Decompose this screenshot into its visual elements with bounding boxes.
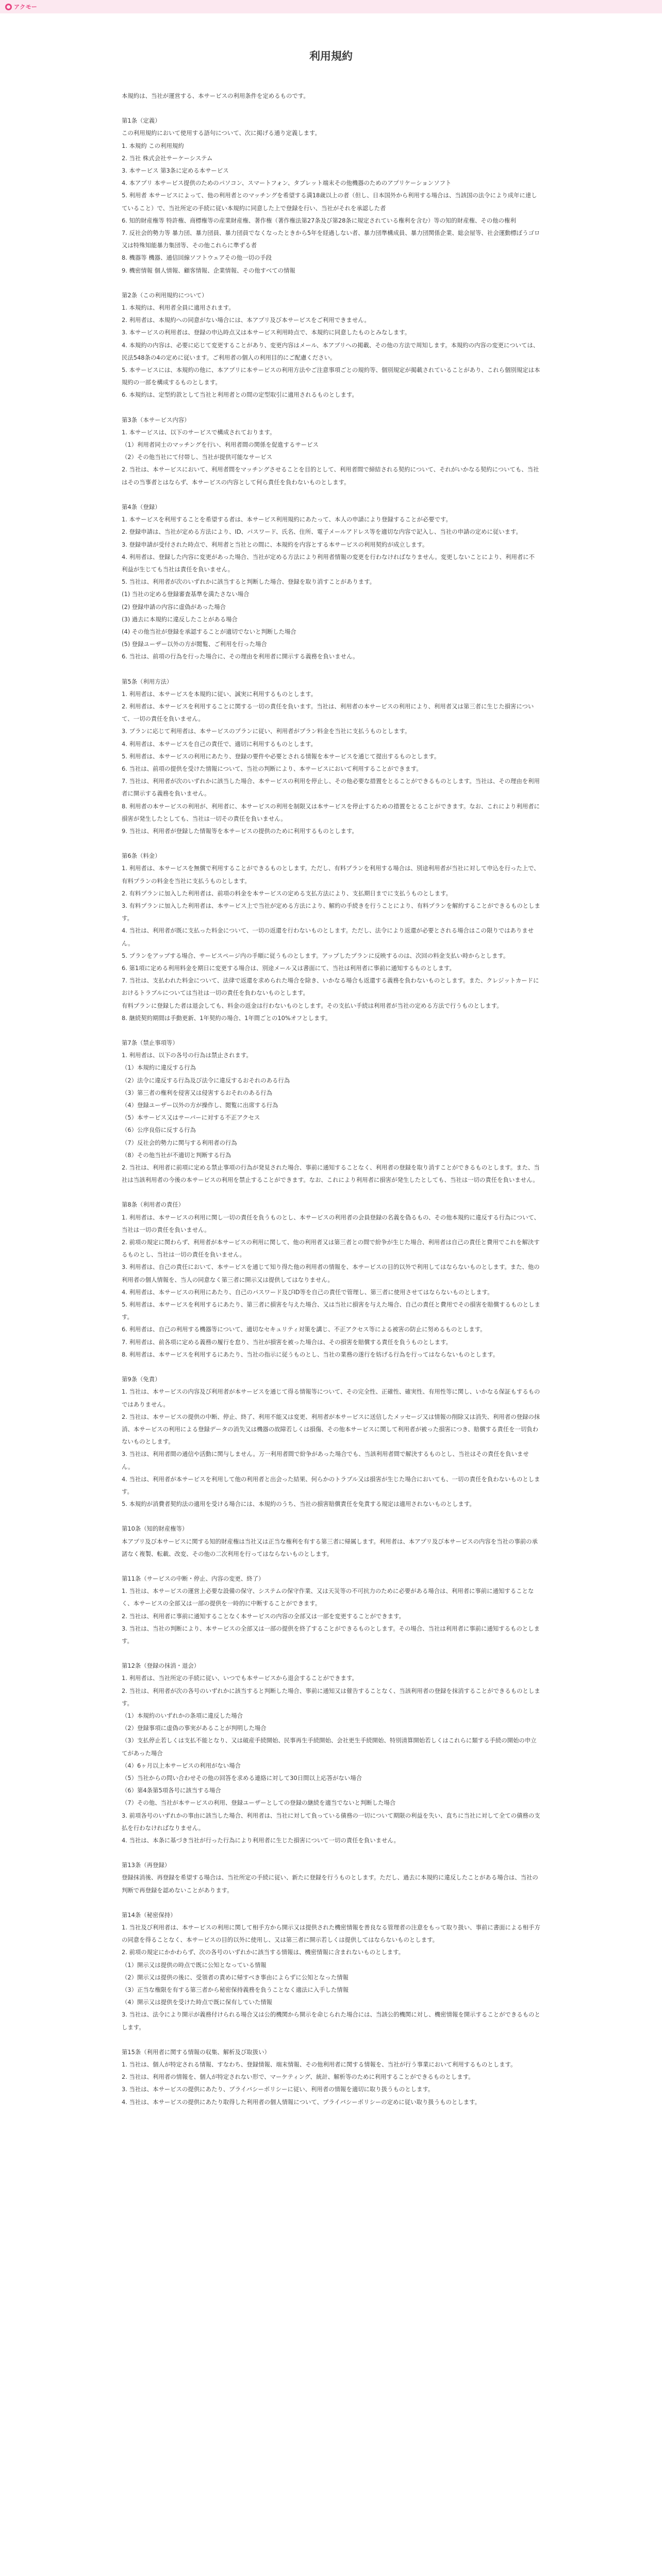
article-section xyxy=(122,2046,540,2108)
article-text: 1. 利用者は、当社所定の手続に従い、いつでも本サービスから退会することができます。 xyxy=(122,1674,358,1682)
article-text: 4. 本規約の内容は、必要に応じて変更することがあり、変更内容はメール、本アプリへの掲載、その他の方法で周知します。本規約の内容の変更については、民法548条の4の定めに従います。ご利用者の個人の利用目的にご配慮ください。 xyxy=(122,341,539,361)
article-section xyxy=(122,1859,540,1896)
article-text: （2）その他当社にて付帯し、当社が提供可能なサービス xyxy=(122,453,273,461)
article-text: （1）開示又は提供の時点で既に公知となっている情報 xyxy=(122,1961,267,1969)
article-section xyxy=(122,289,540,401)
article-text: 1. 利用者は、本サービスの利用に関し一切の責任を負うものとし、本サービスの利用者の会員登録の名義を偽るもの、その他本規約に違反する行為について、当社は一切の責任を負いません。 xyxy=(122,1213,540,1233)
article-text: 3. 当社は、法令により開示が義務付けられる場合又は公的機関から開示を命じられた場合には、当該公的機関に対し、機密情報を開示することができるものとします。 xyxy=(122,2011,540,2031)
section-gap xyxy=(122,663,540,675)
article-text: 2. 当社は、利用者の情報を、個人が特定されない形で、マーケティング、統計、解析等のために利用することができるものとします。 xyxy=(122,2073,474,2081)
article-text: 4. 利用者は、本サービスの利用にあたり、自己のパスワード及びID等を自己の責任で管理し、第三者に使用させてはならないものとします。 xyxy=(122,1288,493,1296)
article-heading: 第3条（本サービス内容） xyxy=(122,416,190,423)
article-text: （3）正当な権限を有する第三者から秘密保持義務を負うことなく適法に入手した情報 xyxy=(122,1986,349,1994)
article-text: （4）登録ユーザー以外の方が操作し、閲覧に出席する行為 xyxy=(122,1101,278,1109)
article-text: 9. 機密情報 個人情報、顧客情報、企業情報、その他すべての情報 xyxy=(122,266,295,274)
section-gap xyxy=(122,2108,540,2121)
article-text: 2. 前項の規定に関わらず、利用者が本サービスの利用に関して、他の利用者又は第三者との間で紛争が生じた場合、利用者は自己の責任と費用でこれを解決するものとし、当社は一切の責任を負いません。 xyxy=(122,1239,540,1259)
logo-icon[interactable] xyxy=(5,4,12,10)
article-text: 9. 当社は、利用者が登録した情報等を本サービスの提供のために利用するものとします。 xyxy=(122,827,358,835)
section-gap xyxy=(122,1846,540,1859)
section-gap xyxy=(122,401,540,414)
article-text: 5. 本サービスには、本規約の他に、本アプリに本サービスの利用方法やご注意事項ごとの規約等、個別規定が掲載されていることがあり、これら個別規定は本規約の一部を構成するものとします。 xyxy=(122,366,540,386)
article-text: （6）公序良俗に反する行為 xyxy=(122,1126,196,1134)
section-gap xyxy=(122,1361,540,1373)
article-heading: 第4条（登録） xyxy=(122,503,161,511)
section-gap xyxy=(122,837,540,850)
article-heading: 第5条（利用方法） xyxy=(122,677,173,685)
article-text: （3）支払停止若しくは支払不能となり、又は破産手続開始、民事再生手続開始、会社更生手続開始、特別清算開始若しくはこれらに類する手続の開始の申立てがあった場合 xyxy=(122,1737,537,1757)
article-text: 8. 利用者の本サービスの利用が、利用者に、本サービスの利用を制限又は本サービスを停止するための措置をとることができます。なお、これにより利用者に損害が発生したとしても、当社は一切その責任を負いません。 xyxy=(122,802,540,822)
article-section xyxy=(122,1572,540,1647)
article-heading: 第14条（秘密保持） xyxy=(122,1911,176,1919)
section-gap xyxy=(122,1186,540,1198)
article-text: 7. 利用者は、前各項に定める義務の履行を怠り、当社が損害を被った場合は、その損害を賠償する責任を負うものとします。 xyxy=(122,1338,452,1346)
article-text: 3. 当社は、利用者間の通信や活動に関与しません。万一利用者間で紛争があった場合でも、当該利用者間で解決するものとし、当社はその責任を負いません。 xyxy=(122,1450,529,1470)
article-section xyxy=(122,1909,540,2033)
article-text: 3. 当社は、当社の判断により、本サービスの全部又は一部の提供を終了することができるものとします。その場合、当社は利用者に事前に通知するものとします。 xyxy=(122,1624,540,1645)
article-text: 3. 登録申請が受付された時点で、利用者と当社との間に、本規約を内容とする本サービスの利用契約が成立します。 xyxy=(122,540,428,548)
article-text: （1）本規約のいずれかの条項に違反した場合 xyxy=(122,1711,243,1719)
article-text: 1. 当社は、個人が特定される情報、すなわち、登録情報、端末情報、その他利用者に関する情報を、当社が行う事業において利用するものとします。 xyxy=(122,2061,517,2069)
article-text: 7. 当社は、支払われた料金について、法律で返還を求められた場合を除き、いかなる場合も返還する義務を負わないものとします。また、クレジットカードにおけるトラブルについては当社は一切の責任を負わないものとします。 xyxy=(122,977,539,997)
article-text: 5. 利用者は、本サービスの利用にあたり、登録の要件や必要とされる情報を本サービスを通じて提出するものとします。 xyxy=(122,752,440,760)
article-text: 5. 当社は、利用者が次のいずれかに該当すると判断した場合、登録を取り消すことがあります。 xyxy=(122,578,375,586)
article-text: 1. 本規約 この利用規約 xyxy=(122,142,184,149)
article-text: 1. 利用者は、以下の各号の行為は禁止されます。 xyxy=(122,1052,252,1059)
article-text: 6. 本規約は、定型約款として当社と利用者との間の定型取引に適用されるものとします。 xyxy=(122,391,358,399)
article-text: 4. 本アプリ 本サービス提供のためのパソコン、スマートフォン、タブレット端末その他機器のためのアプリケーションソフト xyxy=(122,179,452,187)
article-text: 5. 利用者 本サービスによって、他の利用者とのマッチングを希望する満18歳以上の者（但し、日本国外から利用する場合は、当該国の法令により成年に達していること）で、当社所定の手続に従い本規約に同意した上で登録を行い、当社がそれを承認した者 xyxy=(122,192,537,212)
article-text: 4. 当社は、利用者が本サービスを利用して他の利用者と出会った結果、何らかのトラブル又は損害が生じた場合においても、一切の責任を負わないものとします。 xyxy=(122,1475,540,1495)
article-text: 3. 有料プランに加入した利用者は、本サービス上で当社が定める方法により、解約の手続きを行うことにより、有料プランを解約することができるものとします。 xyxy=(122,902,540,922)
article-text: 8. 利用者は、本サービスを利用するにあたり、当社の指示に従うものとし、当社の業務の遂行を妨げる行為を行ってはならないものとします。 xyxy=(122,1350,499,1358)
article-text: （2）開示又は提供の後に、受領者の責めに帰すべき事由によらずに公知となった情報 xyxy=(122,1973,349,1981)
article-text: 4. 当社は、利用者が既に支払った料金について、一切の返還を行わないものとします。ただし、法令により返還が必要とされる場合はこの限りではありません。 xyxy=(122,927,534,947)
section-gap xyxy=(122,1510,540,1522)
article-section xyxy=(122,414,540,488)
article-heading: 第2条（この利用規約について） xyxy=(122,291,208,299)
article-text: 3. プランに応じて利用者は、本サービスのプランに従い、利用者がプラン料金を当社に支払うものとします。 xyxy=(122,727,411,735)
article-text: 1. 当社は、本サービスの運営上必要な設備の保守、システムの保守作業、又は天災等の不可抗力のために必要がある場合は、利用者に事前に通知することなく、本サービスの全部又は一部の提供を一時的に中断することができます。 xyxy=(122,1587,534,1607)
article-heading: 第8条（利用者の責任） xyxy=(122,1201,185,1209)
article-text: 2. 当社は、利用者が次の各号のいずれかに該当すると判断した場合、事前に通知又は催告することなく、当該利用者の登録を抹消することができるものとします。 xyxy=(122,1687,540,1707)
section-gap xyxy=(122,1024,540,1037)
article-text: （1）本規約に違反する行為 xyxy=(122,1064,196,1072)
article-text: 1. 利用者は、本サービスを本規約に従い、誠実に利用するものとします。 xyxy=(122,690,317,698)
article-text: 1. 当社は、本サービスの内容及び利用者が本サービスを通じて得る情報等について、その完全性、正確性、確実性、有用性等に関し、いかなる保証もするものではありません。 xyxy=(122,1388,540,1408)
article-text: 2. 前項の規定にかかわらず、次の各号のいずれかに該当する情報は、機密情報に含まれないものとします。 xyxy=(122,1948,405,1956)
article-text: （1）利用者同士のマッチングを行い、利用者間の関係を促進するサービス xyxy=(122,441,319,449)
section-gap xyxy=(122,1647,540,1659)
article-text: (3) 過去に本規約に違反したことがある場合 xyxy=(122,615,238,623)
article-text: 3. 本サービスの利用者は、登録の申込時点又は本サービス利用時点で、本規約に同意したものとみなします。 xyxy=(122,329,411,336)
section-gap xyxy=(122,1560,540,1572)
article-text: 3. 利用者は、自己の責任において、本サービスを通じて知り得た他の利用者の情報を、本サービスの目的以外で利用してはならないものとします。また、他の利用者の個人情報を、当人の同意なく第三者に開示又は提供してはなりません。 xyxy=(122,1263,540,1283)
article-text: 3. 本サービス 第3条に定める本サービス xyxy=(122,167,229,175)
article-text: (4) その他当社が登録を承認することが適切でないと判断した場合 xyxy=(122,628,296,635)
section-gap xyxy=(122,1896,540,1909)
article-text: 2. 当社は、利用者に前項に定める禁止事項の行為が発見された場合、事前に通知することなく、利用者の登録を取り消すことができるものとします。また、当社は当該利用者の今後の本サービスの利用を禁止することができます。なお、これにより利用者に損害が発生したとしても、当社は一切の責任を負いません。 xyxy=(122,1164,540,1184)
article-text: 2. 登録申請は、当社が定める方法により、ID、パスワード、氏名、住所、電子メールアドレス等を適切な内容で記入し、当社の申請の定めに従います。 xyxy=(122,528,522,536)
article-text: 本アプリ及び本サービスに関する知的財産権は当社又は正当な権利を有する第三者に帰属します。利用者は、本アプリ及び本サービスの内容を当社の事前の承諾なく複製、転載、改変、その他の二次利用を行ってはならないものとします。 xyxy=(122,1537,538,1557)
article-heading: 第13条（再登録） xyxy=(122,1861,171,1869)
article-text: 5. 本規約が消費者契約法の適用を受ける場合には、本規約のうち、当社の損害賠償責任を免責する規定は適用されないものとします。 xyxy=(122,1500,475,1508)
article-text: 3. 前項各号のいずれかの事由に該当した場合、利用者は、当社に対して負っている債務の一切について期限の利益を失い、直ちに当社に対して全ての債務の支払を行わなければなりません。 xyxy=(122,1811,540,1832)
article-text: 7. 反社会的勢力等 暴力団、暴力団員、暴力団員でなくなったときから5年を経過しない者、暴力団準構成員、暴力団関係企業、総会屋等、社会運動標ぼうゴロ又は特殊知能暴力集団等、その他これらに準ずる者 xyxy=(122,229,540,249)
article-text: この利用規約において使用する語句について、次に掲げる通り定義します。 xyxy=(122,129,321,137)
article-text: 2. 当社は、本サービスの提供の中断、停止、終了、利用不能又は変更、利用者が本サービスに送信したメッセージ又は情報の削除又は消失、利用者の登録の抹消、本サービスの利用による登録データの消失又は機器の故障若しくは損傷、その他本サービスに関して利用者が被った損害につき、賠償する責任を一切負わないものとします。 xyxy=(122,1413,540,1446)
article-section xyxy=(122,501,540,663)
article-section xyxy=(122,114,540,277)
intro-section xyxy=(122,90,540,102)
section-gap xyxy=(122,2033,540,2046)
article-text: （3）第三者の権利を侵害又は侵害するおそれのある行為 xyxy=(122,1089,273,1096)
article-text: （4）開示又は提供を受けた時点で既に保有していた情報 xyxy=(122,1998,273,2006)
article-text: (5) 登録ユーザー以外の方が閲覧、ご利用を行った場合 xyxy=(122,640,267,648)
article-text: （5）本サービス又はサーバーに対する不正アクセス xyxy=(122,1114,260,1122)
article-heading: 第11条（サービスの中断・停止、内容の変更、終了） xyxy=(122,1574,264,1582)
article-text: （2）登録事項に虚偽の事実があることが判明した場合 xyxy=(122,1724,267,1732)
section-gap xyxy=(122,277,540,289)
article-text: 8. 継続契約期間は手動更新、1年契約の場合、1年間ごとの10%オフとします。 xyxy=(122,1014,332,1022)
article-text: 1. 本サービスは、以下のサービスで構成されております。 xyxy=(122,428,276,436)
article-text: 6. 当社は、前項の提供を受けた情報について、当社の判断により、本サービスにおいて利用することができます。 xyxy=(122,765,422,772)
article-text: 6. 当社は、前項の行為を行った場合に、その理由を利用者に開示する義務を負いません。 xyxy=(122,653,359,660)
article-section xyxy=(122,1037,540,1186)
article-section xyxy=(122,1198,540,1361)
section-gap xyxy=(122,488,540,501)
article-heading: 第9条（免責） xyxy=(122,1376,161,1383)
article-text: 1. 利用者は、本サービスを無償で利用することができるものとします。ただし、有料プランを利用する場合は、別途利用者が当社に対して申込を行った上で、有料プランの料金を当社に支払うものとします。 xyxy=(122,865,540,885)
article-text: (2) 登録申請の内容に虚偽があった場合 xyxy=(122,603,226,611)
article-text: （4）6ヶ月以上本サービスの利用がない場合 xyxy=(122,1761,241,1769)
article-text: 5. プランをアップする場合、サービスページ内の手順に従うものとします。アップしたプランに反映するのは、次回の料金支払い時からとします。 xyxy=(122,952,509,959)
article-text: 1. 本規約は、利用者全員に適用されます。 xyxy=(122,304,235,312)
article-text: （5）当社からの問い合わせその他の回答を求める連絡に対して30日間以上応答がない場合 xyxy=(122,1774,362,1782)
logo-text[interactable]: アクモー xyxy=(14,4,38,10)
article-heading: 第10条（知的財産権等） xyxy=(122,1525,188,1533)
article-text: 4. 当社は、本条に基づき当社が行った行為により利用者に生じた損害について一切の責任を負いません。 xyxy=(122,1837,400,1844)
article-text: 6. 知的財産権等 特許権、商標権等の産業財産権、著作権（著作権法第27条及び第28条に規定されている権利を含む）等の知的財産権、その他の権利 xyxy=(122,216,516,224)
article-text: （6）第4条第5項各号に該当する場合 xyxy=(122,1787,221,1794)
article-text: 4. 利用者は、登録した内容に変更があった場合、当社が定める方法により利用者情報の変更を行わなければなりません。変更しないことにより、利用者に不利益が生じても当社は責任を負いません。 xyxy=(122,553,535,573)
article-text: 5. 利用者は、本サービスを利用するにあたり、第三者に損害を与えた場合、又は当社に損害を与えた場合、自己の責任と費用でその損害を賠償するものとします。 xyxy=(122,1301,540,1321)
article-text: 1. 当社及び利用者は、本サービスの利用に関して相手方から開示又は提供された機密情報を善良なる管理者の注意をもって取り扱い、事前に書面による相手方の同意を得ることなく、本サービスの目的以外に使用し、又は第三者に開示若しくは提供してはならないものとします。 xyxy=(122,1924,540,1944)
article-text: 2. 有料プランに加入した利用者は、前項の料金を本サービスの定める支払方法により、支払期日までに支払うものとします。 xyxy=(122,889,452,897)
article-text: 6. 第1項に定める利用料金を期日に変更する場合は、別途メール又は書面にて、当社は利用者に事前に通知するものとします。 xyxy=(122,964,455,972)
article-text: 7. 当社は、利用者が次のいずれかに該当した場合、本サービスの利用を停止し、その他必要な措置をとることができるものとします。当社は、その理由を利用者に開示する義務を負いません。 xyxy=(122,777,540,798)
article-text: （8）その他当社が不適切と判断する行為 xyxy=(122,1151,231,1159)
article-text: 2. 当社は、本サービスにおいて、利用者間をマッチングさせることを目的として、利用者間で締結される契約について、それがいかなる契約についても、当社はその当事者とはならず、本サービスの内容として何ら責任を負わないものとします。 xyxy=(122,466,539,486)
article-text: （7）その他、当社が本サービスの利用、登録ユーザーとしての登録の継続を適当でないと判断した場合 xyxy=(122,1799,396,1807)
page-title: 利用規約 xyxy=(309,50,353,63)
article-section xyxy=(122,1659,540,1846)
site-header xyxy=(0,0,662,13)
article-text: 3. 当社は、本サービスの提供にあたり、プライバシーポリシーに従い、利用者の情報を適切に取り扱うものとします。 xyxy=(122,2086,434,2093)
article-section xyxy=(122,1522,540,1560)
article-text: 4. 当社は、本サービスの提供にあたり取得した利用者の個人情報について、プライバシーポリシーの定めに従い取り扱うものとします。 xyxy=(122,2098,481,2106)
section-gap xyxy=(122,102,540,114)
article-text: 本規約は、当社が運営する、本サービスの利用条件を定めるものです。 xyxy=(122,92,309,99)
article-text: （7）反社会的勢力に関与する利用者の行為 xyxy=(122,1139,237,1146)
article-section xyxy=(122,850,540,1024)
article-heading: 第6条（料金） xyxy=(122,852,161,860)
article-text: (1) 当社の定める登録審査基準を満たさない場合 xyxy=(122,590,250,598)
article-text: 8. 機器等 機器、通信回線ソフトウェアその他一切の手段 xyxy=(122,254,272,262)
article-heading: 第1条（定義） xyxy=(122,117,161,125)
article-text: 2. 当社は、利用者に事前に通知することなく本サービスの内容の全部又は一部を変更することができます。 xyxy=(122,1612,405,1620)
article-text: 有料プランに登録した者は退会しても、料金の返金は行わないものとします。その支払い手続は利用者が当社の定める方法で行うものとします。 xyxy=(122,1002,503,1009)
article-heading: 第7条（禁止事項等） xyxy=(122,1039,178,1047)
article-text: 4. 利用者は、本サービスを自己の責任で、適切に利用するものとします。 xyxy=(122,740,317,748)
article-text: 2. 利用者は、本サービスを利用することに関する一切の責任を負います。当社は、利用者の本サービスの利用により、利用者又は第三者に生じた損害について、一切の責任を負いません。 xyxy=(122,702,534,723)
article-text: 登録抹消後、再登録を希望する場合は、当社所定の手続に従い、新たに登録を行うものとします。ただし、過去に本規約に違反したことがある場合は、当社の判断で再登録を認めないことがあります。 xyxy=(122,1874,538,1894)
article-text: （2）法令に違反する行為及び法令に違反するおそれのある行為 xyxy=(122,1076,290,1084)
article-section xyxy=(122,675,540,838)
article-text: 2. 利用者は、本規約への同意がない場合には、本アプリ及び本サービスをご利用できません。 xyxy=(122,316,370,324)
terms-content xyxy=(122,90,540,2121)
article-text: 2. 当社 株式会社サーケーシステム xyxy=(122,154,213,162)
article-section xyxy=(122,1373,540,1510)
article-heading: 第12条（登録の抹消・退会） xyxy=(122,1662,200,1670)
article-text: 6. 利用者は、自己の利用する機器等について、適切なセキュリティ対策を講じ、不正アクセス等による被害の防止に努めるものとします。 xyxy=(122,1326,486,1333)
article-text: 1. 本サービスを利用することを希望する者は、本サービス利用規約にあたって、本人の申請により登録することが必要です。 xyxy=(122,516,452,523)
article-heading: 第15条（利用者に関する情報の収集、解析及び取扱い） xyxy=(122,2048,270,2056)
